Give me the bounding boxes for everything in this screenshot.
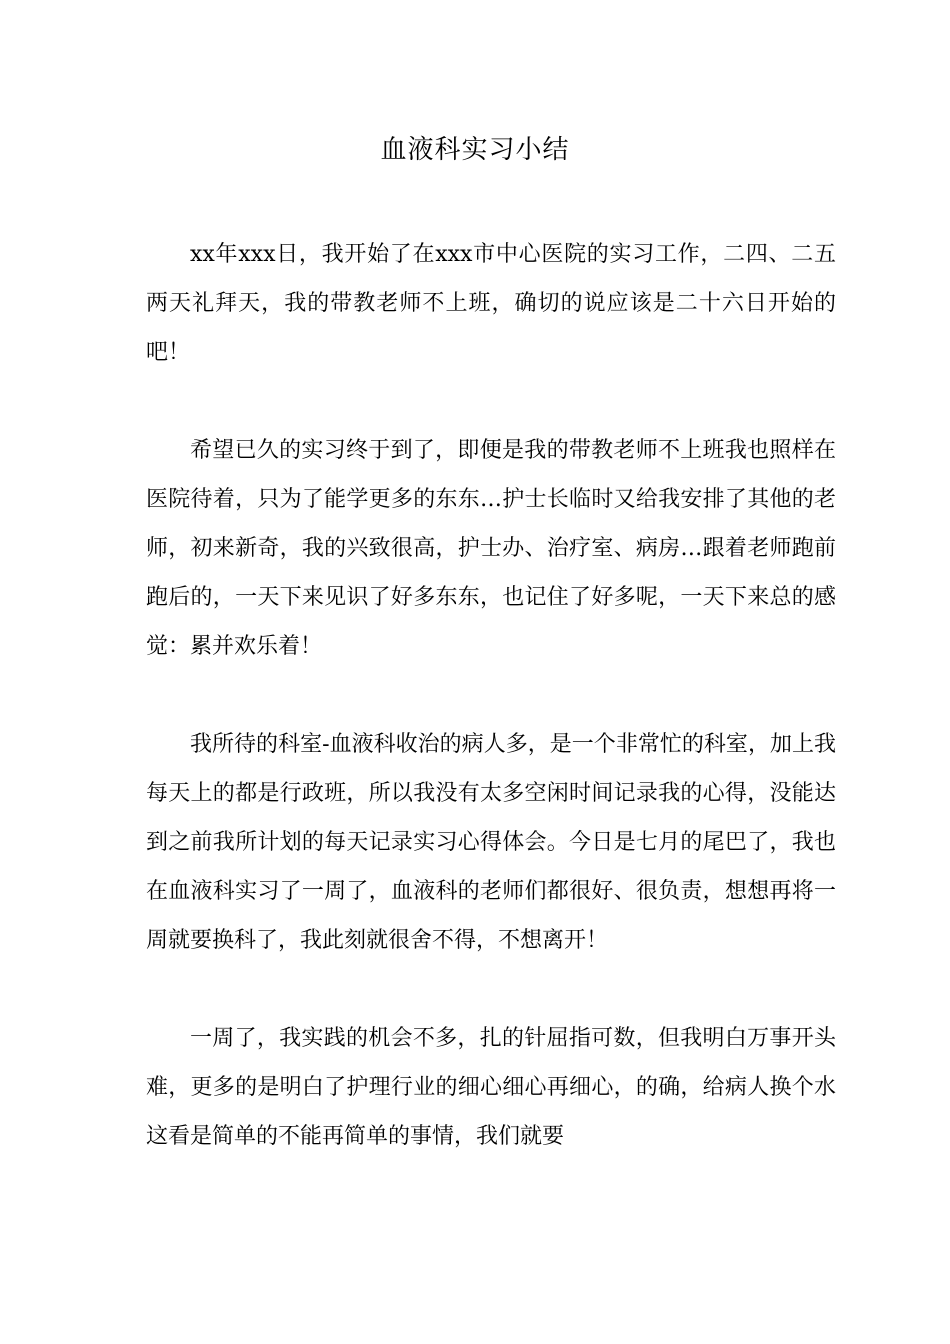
document-title: 血液科实习小结 bbox=[380, 135, 570, 165]
document-body bbox=[146, 230, 836, 1210]
paragraph-1: xx年xxx日，我开始了在xxx市中心医院的实习工作，二四、二五两天礼拜天，我的带教老师不上班，确切的说应该是二十六日开始的吧！ bbox=[146, 242, 836, 365]
paragraph-2: 希望已久的实习终于到了，即便是我的带教老师不上班我也照样在医院待着，只为了能学更多的东东…护士长临时又给我安排了其他的老师，初来新奇，我的兴致很高，护士办、治疗室、病房…跟着老师跑前跑后的，一天下来见识了好多东东，也记住了好多呢，一天下来总的感觉：累并欢乐着！ bbox=[146, 438, 836, 659]
paragraph-3: 我所待的科室-血液科收治的病人多，是一个非常忙的科室，加上我每天上的都是行政班，所以我没有太多空闲时间记录我的心得，没能达到之前我所计划的每天记录实习心得体会。今日是七月的尾巴了，我也在血液科实习了一周了，血液科的老师们都很好、很负责，想想再将一周就要换科了，我此刻就很舍不得，不想离开！ bbox=[146, 732, 836, 953]
paragraph-4: 一周了，我实践的机会不多，扎的针屈指可数，但我明白万事开头难，更多的是明白了护理行业的细心细心再细心，的确，给病人换个水这看是简单的不能再简单的事情，我们就要 bbox=[146, 1026, 836, 1149]
